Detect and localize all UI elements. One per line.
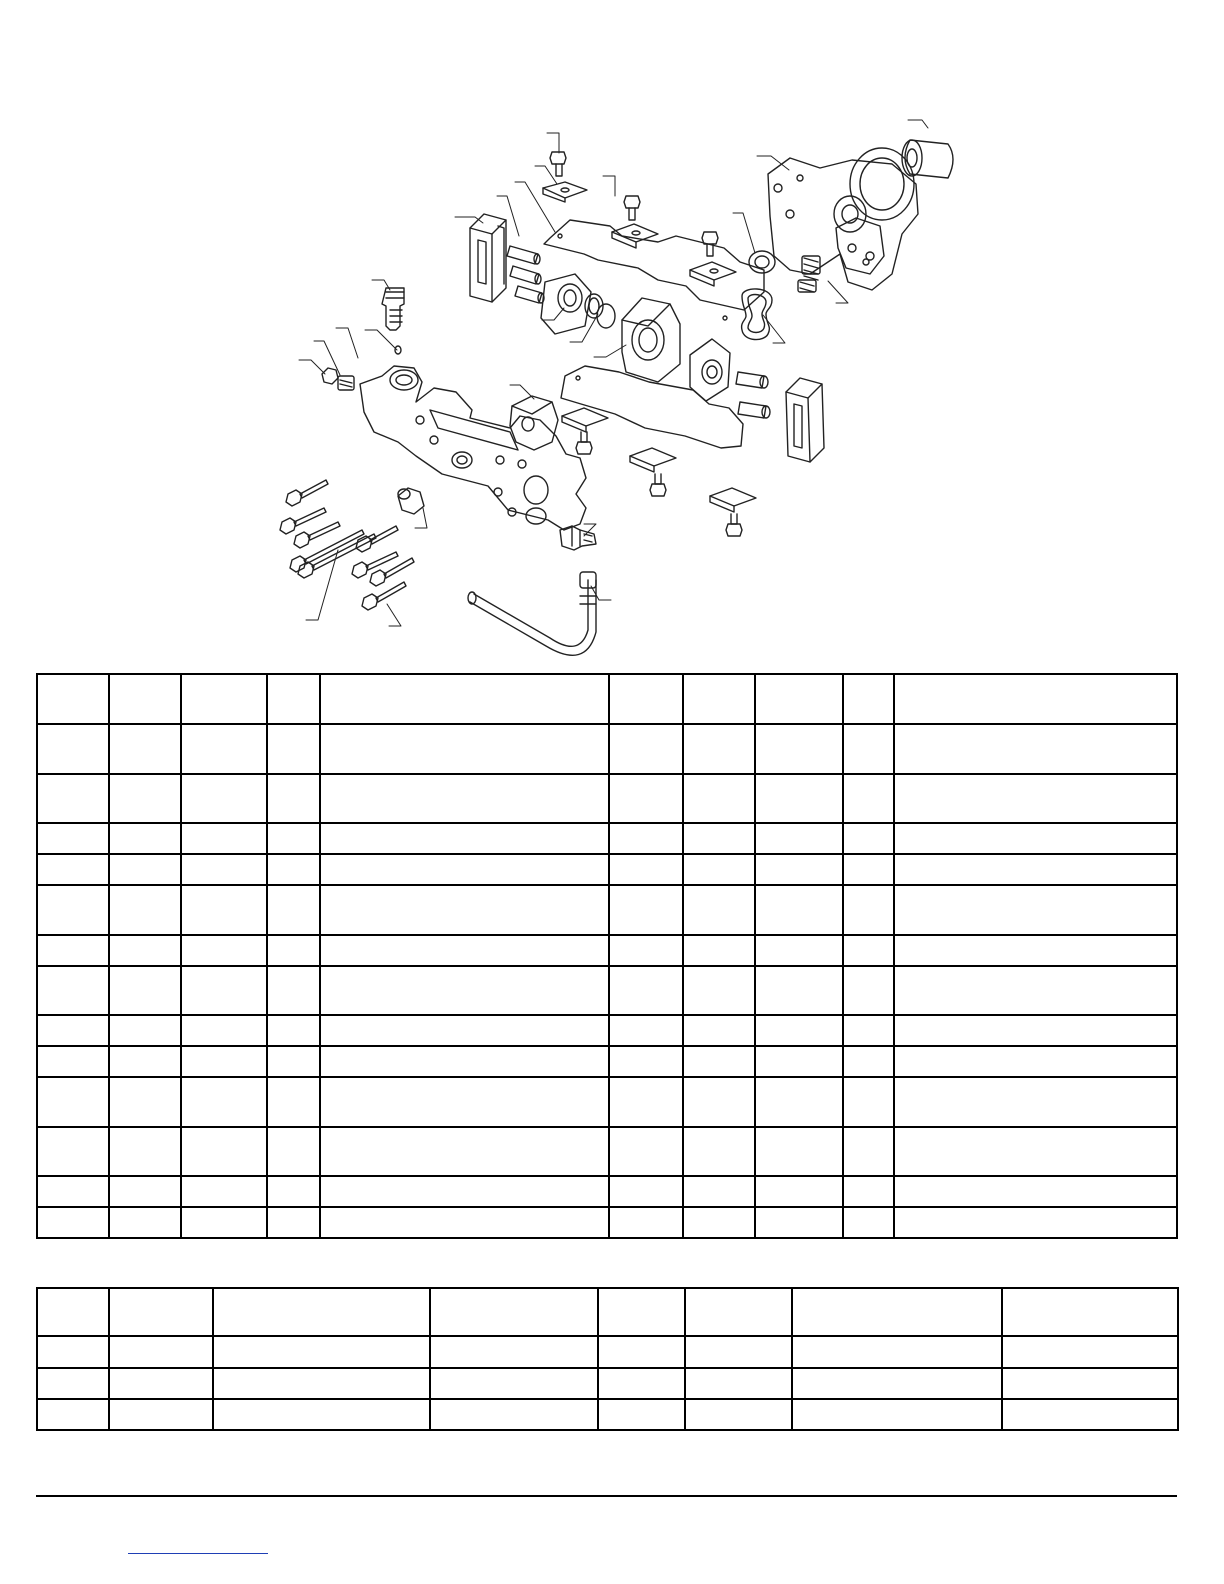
parts-table-cell <box>109 823 181 854</box>
parts-table-cell <box>37 1077 109 1127</box>
parts-table-cell <box>37 885 109 935</box>
clip-plate-mid <box>690 262 736 286</box>
kits-table-cell <box>430 1288 598 1336</box>
o-rings <box>742 289 772 340</box>
parts-table-cell <box>181 1127 267 1176</box>
kits-table-cell <box>213 1288 430 1336</box>
bearing-flange <box>541 274 591 334</box>
kits-table-row <box>37 1399 1178 1430</box>
repair-kits-table <box>36 1287 1179 1431</box>
parts-table-cell <box>843 1176 894 1207</box>
parts-table-cell <box>267 966 320 1015</box>
parts-table-cell <box>37 674 109 724</box>
clip-plate-lower-right <box>710 488 756 512</box>
parts-table-cell <box>843 823 894 854</box>
parts-table-cell <box>320 1015 609 1046</box>
check-spring <box>338 376 354 390</box>
long-bolts-right <box>736 372 770 418</box>
parts-table-cell <box>181 1207 267 1238</box>
parts-table-cell <box>683 1176 755 1207</box>
parts-table-cell <box>609 1207 683 1238</box>
parts-table-cell <box>109 1207 181 1238</box>
parts-table-cell <box>683 966 755 1015</box>
parts-table-cell <box>755 1176 843 1207</box>
kits-table-row <box>37 1336 1178 1368</box>
crankcase-housing <box>768 148 918 290</box>
parts-table-cell <box>894 1207 1177 1238</box>
kits-table-cell <box>1002 1336 1178 1368</box>
kits-table-cell <box>37 1399 109 1430</box>
shaft-pins-upper <box>507 246 544 303</box>
mounting-bracket-left <box>470 214 506 302</box>
parts-table-cell <box>894 935 1177 966</box>
parts-table-cell <box>37 854 109 885</box>
parts-table-cell <box>320 854 609 885</box>
parts-table-cell <box>267 1127 320 1176</box>
parts-table-cell <box>755 1127 843 1176</box>
parts-table-cell <box>320 1207 609 1238</box>
kits-table-cell <box>37 1368 109 1399</box>
footer-link[interactable] <box>128 1553 268 1554</box>
parts-table-cell <box>894 1046 1177 1077</box>
parts-table-cell <box>843 885 894 935</box>
parts-table-cell <box>181 724 267 774</box>
parts-table-cell <box>683 674 755 724</box>
snap-ring <box>322 368 338 384</box>
bolt-top <box>550 152 566 176</box>
parts-table-row <box>37 724 1177 774</box>
parts-table-cell <box>894 854 1177 885</box>
parts-table-cell <box>609 724 683 774</box>
parts-table-cell <box>894 966 1177 1015</box>
parts-table-cell <box>843 1015 894 1046</box>
parts-table-cell <box>267 1077 320 1127</box>
clip-plate-top-right <box>612 224 658 248</box>
parts-table-cell <box>320 1176 609 1207</box>
parts-table-cell <box>755 935 843 966</box>
unloader-valve <box>382 288 404 354</box>
parts-table-cell <box>894 885 1177 935</box>
parts-table-cell <box>181 885 267 935</box>
kits-table-cell <box>685 1368 792 1399</box>
parts-table-cell <box>109 724 181 774</box>
parts-table-cell <box>109 774 181 823</box>
parts-table-cell <box>609 1127 683 1176</box>
parts-table-cell <box>320 823 609 854</box>
parts-table-cell <box>894 1077 1177 1127</box>
parts-table-cell <box>683 885 755 935</box>
bolt-lower-left <box>576 432 592 454</box>
kits-table-cell <box>109 1399 213 1430</box>
parts-table-cell <box>609 1077 683 1127</box>
parts-table-cell <box>609 1015 683 1046</box>
parts-table-cell <box>894 1015 1177 1046</box>
kits-table-cell <box>685 1288 792 1336</box>
clip-plate-lower-mid <box>630 448 676 472</box>
parts-table-cell <box>37 1127 109 1176</box>
parts-table-cell <box>37 1207 109 1238</box>
parts-table-cell <box>609 885 683 935</box>
kits-table-cell <box>1002 1288 1178 1336</box>
drive-coupling <box>902 140 953 178</box>
head-bolts <box>280 480 414 610</box>
parts-table-row <box>37 774 1177 823</box>
parts-table-cell <box>609 823 683 854</box>
parts-table-cell <box>683 1046 755 1077</box>
kits-table-cell <box>1002 1399 1178 1430</box>
parts-table-cell <box>109 674 181 724</box>
parts-table-cell <box>609 854 683 885</box>
parts-table-cell <box>609 774 683 823</box>
parts-table-cell <box>109 1077 181 1127</box>
bypass-hose <box>468 572 596 655</box>
parts-table-cell <box>181 935 267 966</box>
parts-table-cell <box>843 935 894 966</box>
parts-table-cell <box>320 1077 609 1127</box>
parts-table-cell <box>894 1176 1177 1207</box>
parts-table-cell <box>320 1127 609 1176</box>
kits-table-cell <box>430 1368 598 1399</box>
parts-table-cell <box>267 674 320 724</box>
parts-table-cell <box>755 854 843 885</box>
parts-table-row <box>37 823 1177 854</box>
parts-table-cell <box>609 674 683 724</box>
parts-table-cell <box>843 1207 894 1238</box>
bolt-top-right <box>624 196 640 220</box>
parts-table-cell <box>843 1046 894 1077</box>
clip-plate-top <box>543 182 587 202</box>
parts-table-row <box>37 1077 1177 1127</box>
parts-table-row <box>37 885 1177 935</box>
parts-table-cell <box>755 1015 843 1046</box>
parts-table-cell <box>755 823 843 854</box>
parts-table-cell <box>683 1077 755 1127</box>
cam-block <box>510 396 558 450</box>
kits-table-cell <box>598 1336 685 1368</box>
parts-table-cell <box>267 1046 320 1077</box>
parts-table-cell <box>320 885 609 935</box>
parts-table-cell <box>181 1015 267 1046</box>
parts-table-cell <box>181 854 267 885</box>
parts-table-cell <box>320 724 609 774</box>
parts-table-cell <box>109 1127 181 1176</box>
parts-table-cell <box>267 823 320 854</box>
parts-table-cell <box>37 774 109 823</box>
parts-table-cell <box>755 966 843 1015</box>
kits-table-cell <box>685 1399 792 1430</box>
parts-table-cell <box>843 674 894 724</box>
parts-table-cell <box>683 1127 755 1176</box>
parts-table-cell <box>37 1015 109 1046</box>
parts-table-cell <box>755 774 843 823</box>
parts-table-cell <box>109 1176 181 1207</box>
parts-table-cell <box>609 935 683 966</box>
parts-table-cell <box>37 966 109 1015</box>
parts-table-cell <box>683 1015 755 1046</box>
parts-table-row <box>37 1127 1177 1176</box>
parts-table-row <box>37 1015 1177 1046</box>
kits-table-cell <box>598 1399 685 1430</box>
kits-table-cell <box>430 1399 598 1430</box>
parts-table-cell <box>181 1077 267 1127</box>
bolt-lower-mid <box>650 474 666 496</box>
parts-table-cell <box>320 1046 609 1077</box>
parts-table-cell <box>267 854 320 885</box>
parts-table-row <box>37 854 1177 885</box>
kits-table-cell <box>109 1368 213 1399</box>
kits-table-cell <box>37 1288 109 1336</box>
parts-table-cell <box>843 1077 894 1127</box>
parts-table-cell <box>109 854 181 885</box>
parts-table-row <box>37 966 1177 1015</box>
parts-table-row <box>37 935 1177 966</box>
parts-table-cell <box>267 774 320 823</box>
exploded-parts-diagram <box>0 0 1224 665</box>
parts-table-cell <box>320 935 609 966</box>
kits-table-cell <box>792 1368 1002 1399</box>
parts-table-cell <box>181 823 267 854</box>
kits-table-header-row <box>37 1288 1178 1336</box>
parts-table-cell <box>894 1127 1177 1176</box>
footer-divider <box>36 1495 1177 1497</box>
parts-table-cell <box>37 724 109 774</box>
parts-table-cell <box>683 1207 755 1238</box>
parts-table-cell <box>109 966 181 1015</box>
parts-table-cell <box>320 774 609 823</box>
parts-table-cell <box>109 935 181 966</box>
parts-table-header-row <box>37 674 1177 724</box>
parts-table-cell <box>181 1176 267 1207</box>
pump-manifold-head <box>360 366 586 530</box>
parts-table-cell <box>755 724 843 774</box>
parts-table-cell <box>181 966 267 1015</box>
parts-table-cell <box>683 724 755 774</box>
parts-table-cell <box>37 823 109 854</box>
clip-plate-lower-left <box>562 408 608 432</box>
kits-table-cell <box>685 1336 792 1368</box>
parts-table-cell <box>683 774 755 823</box>
parts-table-cell <box>267 1207 320 1238</box>
parts-table-cell <box>894 774 1177 823</box>
parts-table-cell <box>609 1176 683 1207</box>
parts-table-row <box>37 1176 1177 1207</box>
kits-table-row <box>37 1368 1178 1399</box>
parts-table-cell <box>609 1046 683 1077</box>
kits-table-cell <box>598 1288 685 1336</box>
parts-table-cell <box>181 774 267 823</box>
kits-table-cell <box>213 1399 430 1430</box>
parts-table-cell <box>894 674 1177 724</box>
kits-table-cell <box>109 1288 213 1336</box>
parts-table-cell <box>755 1077 843 1127</box>
parts-table-cell <box>109 1046 181 1077</box>
parts-table-cell <box>109 1015 181 1046</box>
parts-table-cell <box>683 935 755 966</box>
parts-table-cell <box>843 774 894 823</box>
parts-table-cell <box>267 724 320 774</box>
bolt-lower-right <box>726 514 742 536</box>
kits-table-cell <box>598 1368 685 1399</box>
parts-table-cell <box>683 823 755 854</box>
parts-table-cell <box>37 935 109 966</box>
parts-table-cell <box>755 885 843 935</box>
parts-table-cell <box>609 966 683 1015</box>
parts-table-cell <box>843 724 894 774</box>
parts-table-row <box>37 1207 1177 1238</box>
parts-table-cell <box>843 1127 894 1176</box>
parts-table-cell <box>37 1176 109 1207</box>
spacer-sleeve <box>398 488 424 514</box>
kits-table-cell <box>213 1336 430 1368</box>
kits-table-cell <box>1002 1368 1178 1399</box>
parts-table-cell <box>267 1176 320 1207</box>
parts-table-cell <box>755 1046 843 1077</box>
parts-table-cell <box>843 854 894 885</box>
mounting-bracket-right <box>786 378 824 462</box>
parts-table-cell <box>320 966 609 1015</box>
parts-table-cell <box>843 966 894 1015</box>
parts-table-cell <box>181 1046 267 1077</box>
kits-table-cell <box>792 1336 1002 1368</box>
parts-table-cell <box>894 823 1177 854</box>
bearing-block <box>622 298 680 382</box>
parts-table-cell <box>755 1207 843 1238</box>
kits-table-cell <box>792 1399 1002 1430</box>
parts-list-table <box>36 673 1178 1239</box>
kits-table-cell <box>430 1336 598 1368</box>
parts-table-cell <box>320 674 609 724</box>
parts-table-cell <box>267 1015 320 1046</box>
parts-table-cell <box>181 674 267 724</box>
parts-table-cell <box>37 1046 109 1077</box>
parts-table-cell <box>755 674 843 724</box>
kits-table-cell <box>792 1288 1002 1336</box>
parts-table-cell <box>894 724 1177 774</box>
gasket-plate-lower <box>561 366 743 448</box>
kits-table-cell <box>109 1336 213 1368</box>
kits-table-cell <box>213 1368 430 1399</box>
valve-springs <box>798 256 820 292</box>
kits-table-cell <box>37 1336 109 1368</box>
parts-table-cell <box>267 935 320 966</box>
parts-table-cell <box>683 854 755 885</box>
parts-table-cell <box>109 885 181 935</box>
parts-table-cell <box>267 885 320 935</box>
parts-table-row <box>37 1046 1177 1077</box>
